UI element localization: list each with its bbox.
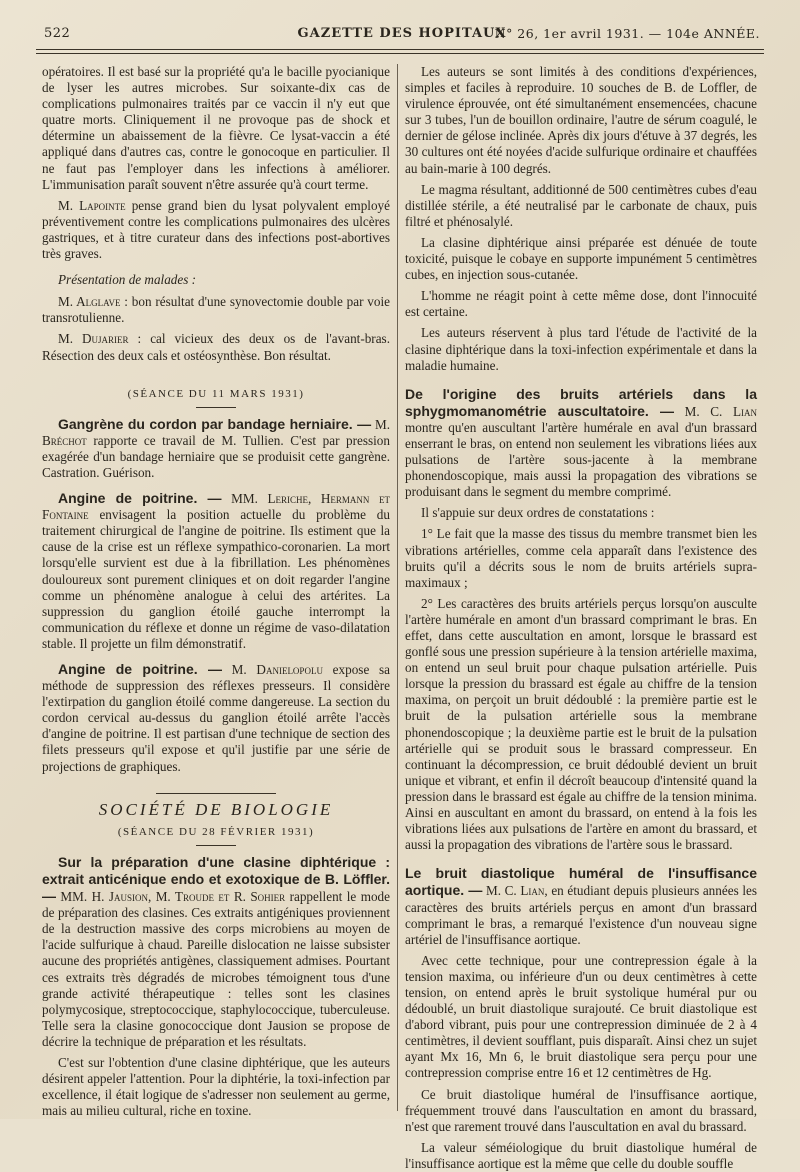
paragraph: La valeur séméiologique du bruit diastolique huméral de l'insuffisance aortique est la même que celle du double souffle [405, 1139, 757, 1171]
author-name: M. Danielopolu [221, 662, 323, 677]
left-column [42, 64, 391, 1119]
article-heading: Sur la préparation d'une clasine diphtérique : extrait anticénique endo et exotoxique de B. Löffler. — [42, 853, 390, 905]
paragraph: Le magma résultant, additionné de 500 centimètres cubes d'eau distillée stérile, a été neutralisé par le carbonate de chaux, puis filtré et phénosalylé. [405, 181, 757, 229]
page-header [44, 22, 760, 46]
session-date: (SÉANCE DU 11 MARS 1931) [127, 387, 305, 400]
author-name: MM. Leriche, Hermann et Fontaine [42, 491, 391, 523]
article-heading: Gangrène du cordon par bandage herniaire. — [58, 415, 372, 432]
separator [196, 407, 236, 408]
author-name: M. Bréchot [42, 416, 390, 448]
paragraph: La clasine diphtérique ainsi préparée est dénuée de toute toxicité, puisque le cobaye en supporte impunément 5 centimètres cubes, en injection sous-cutanée. [405, 234, 757, 283]
paragraph: Avec cette technique, pour une contrepression égale à la tension maxima, ou inférieure d'un ou deux centimètres à cette tension, on entend après le bruit systolique huméral pur ou dédoublé, un bruit diastolique surajouté. Ce bruit diastolique est d'abord vibrant, puis pour une contrepression diminuée de 2 à 4 centimètres, il devient soufflant, puis disparaît. Ainsi chez un sujet ayant Mx 16, Mn 6, le bruit diastolique sera perçu pour une contrepression comprise entre 16 et 12 centimètres de Hg. [405, 952, 757, 1081]
article: Le bruit diastolique huméral de l'insuffisance aortique. — M. C. Lian, en étudiant depuis plusieurs années les caractères des bruits artériels perçus en amont d'un brassard comprimant le bras, a remarqué l'existence d'un nouveau signe artériel de l'insuffisance aortique. [405, 865, 757, 947]
article: De l'origine des bruits artériels dans la sphygmomanométrie auscultatoire. — M. C. Lian montre qu'en auscultant l'artère humérale en aval d'un brassard enserrant le bras, on entend non seulement les vibrations liées aux pulsations de l'artère sous-jacente à la membrane phonendoscopique, mais aussi la propagation des vibrations se produisant dans le segment du membre comprimé. [405, 385, 757, 500]
section-label: Présentation de malades : [58, 272, 197, 288]
author-name: M. C. Lian [674, 403, 757, 419]
article: Angine de poitrine. — MM. Leriche, Hermann et Fontaine envisagent la position actuelle du problème du traitement chirurgical de l'angine de poitrine. Ils estiment que la cause de la crise est un réflexe sympathico-coronarien. La mort lorsqu'elle survient est due à la fibrillation. Les phénomènes douloureux sont purement cliniques et on doit regarder l'angine comme un phénomène analogue à celui des artérites. La suppression du ganglion étoilé gauche interrompt la communication du réflexe et donne un régime de vaso-dilatation stable. Il projette un film démonstratif. [42, 490, 391, 651]
article: Gangrène du cordon par bandage herniaire. — M. Bréchot rapporte ce travail de M. Tullien. C'est par pression exagérée d'un bandage herniaire que se produisit cette gangrène. Castration. Guérison. [42, 415, 390, 480]
paragraph: 2° Les caractères des bruits artériels perçus lorsqu'on ausculte l'artère humérale en amont d'un brassard comprimant le bras. En effet, dans cette auscultation en amont, lorsque le brassard est gonflé sous une pression supérieure à la tension artérielle maxima, on entend un seul bruit pour chaque pulsation artérielle. Puis lorsque la pression du brassard est égale au chiffre de la tension maxima, on perçoit un bruit dédoublé : la première partie est le bruit de la pulsation artérielle sous la membrane phonendoscopique ; la deuxième partie est le bruit de la pulsation artérielle qui se produit sous le brassard compresseur. En continuant la décompression, ce bruit dédoublé devient un bruit unique et vibrant, et enfin il décroît beaucoup d'intensité quand la pression dans le brassard est égale au chiffre de la tension minima. Ainsi en auscultant en amont du brassard, on entend à la fois les vibrations liées aux pulsations de l'artère en amont du brassard, et aussi la propagation des vibrations de l'artère sous le brassard. [405, 595, 757, 853]
paragraph: M. Lapointe pense grand bien du lysat polyvalent employé préventivement contre les complications pulmonaires des ulcères gastriques, et à titre curateur dans des infections post-abortives très graves. [42, 197, 390, 262]
header-rule [36, 49, 764, 50]
author-name: M. Alglave [58, 294, 121, 310]
session-date: (SÉANCE DU 28 FÉVRIER 1931) [117, 825, 315, 838]
paragraph: L'homme ne réagit point à cette même dose, dont l'innocuité est certaine. [405, 288, 757, 320]
article: Sur la préparation d'une clasine diphtérique : extrait anticénique endo et exotoxique de B. Löffler. — MM. H. Jausion, M. Troude et R. Sohier rappellent le mode de préparation des clasines. Ces extraits antigéniques proviennent de la destruction massive des corps microbiens au moyen de l'acide sulfurique à chaud. Pareille dislocation ne laisse subsister aucune des propriétés antigènes, classiquement admises. Pourtant ces extraits très dégradés de microbes témoignent tous d'une grande activité thérapeutique : telles sont les clasines polymycosique, streptococcique, staphylococcique, tuberculeuse. Telle sera la clasine gonococcique dont Jausion se propose de décrire la technique de préparation et les résultats. [42, 853, 390, 1049]
section-rule [156, 793, 276, 794]
paragraph: opératoires. Il est basé sur la propriété qu'a le bacille pyocianique de lyser les autres microbes. Sur soixante-dix cas de complications pulmonaires traités par ce vaccin il n'y eut que quatre morts. Cliniquement il ne provoque pas de shock et détermine un abaissement de la fièvre. Ce lysat-vaccin a été appliqué dans d'autres cas, contre le gonocoque en particulier. Il ne faut pas l'employer dans les infections à améliorer. L'immunisation paraît souvent n'être assurée qu'à court terme. [42, 64, 390, 192]
paragraph: Il s'appuie sur deux ordres de constatations : [421, 505, 655, 521]
article-heading: De l'origine des bruits artériels dans la sphygmomanométrie auscultatoire. — [405, 385, 757, 419]
article-heading: Angine de poitrine. — [58, 661, 222, 677]
issue-info: N° 26, 1er avril 1931. — 104e ANNÉE. [494, 26, 760, 41]
paragraph: M. Dujarier : cal vicieux des deux os de l'avant-bras. Résection des deux cals et ostéosynthèse. Bon résultat. [42, 331, 390, 363]
paragraph: 1° Le fait que la masse des tissus du membre transmet bien les vibrations artérielles, comme cela apparaît dans l'existence des bruits qu'il a décrits sous le nom de bruits artériels supra-maximaux ; [405, 526, 757, 590]
right-column [405, 64, 757, 1171]
society-heading: SOCIÉTÉ DE BIOLOGIE [98, 799, 334, 819]
author-name: M. Lapointe [58, 197, 126, 213]
paragraph: C'est sur l'obtention d'une clasine diphtérique, que les auteurs désirent appeler l'attention. Pour la diphtérie, la toxi-infection par excellence, il était logique de s'adresser non seulement au germe, mais au milieu cultural, riche en toxine. [42, 1054, 390, 1119]
author-name: M. C. Lian [482, 883, 545, 899]
article: Angine de poitrine. — M. Danielopolu expose sa méthode de suppression des réflexes presseurs. Il considère l'extirpation du ganglion étoilé comme dangereuse. La section du cordon cervical au-dessus du ganglion étoilé arrête l'accès d'angine de poitrine. Il est partisan d'une technique de section des filets presseurs qu'il expose et qu'il justifie par une série de projections de graphiques. [42, 661, 391, 774]
author-name: MM. H. Jausion, M. Troude et R. Sohier [56, 889, 286, 905]
page-number: 522 [44, 26, 71, 41]
paragraph: Les auteurs réservent à plus tard l'étude de l'activité de la clasine diphtérique dans la toxi-infection expérimentale et dans la maladie humaine. [405, 325, 757, 373]
paragraph: Les auteurs se sont limités à des conditions d'expériences, simples et faciles à reproduire. 10 souches de B. de Loffler, de virulence éprouvée, ont été simultanément ensemencées, chacune sur 3 tubes, l'un de bouillon ordinaire, l'autre de sérum coagulé, le dernier de gélose inclinée. Après dix jours d'étuve à 37 degrés, les 30 cultures ont été noyées d'acide sulfurique ordinaire et chauffées au bain-marie à 100 degrés. [405, 64, 757, 176]
header-rule-thin [36, 53, 764, 54]
separator [196, 845, 236, 846]
article-heading: Le bruit diastolique huméral de l'insuffisance aortique. — [405, 865, 757, 899]
column-divider [397, 64, 398, 1111]
article-heading: Angine de poitrine. — [58, 490, 222, 507]
author-name: M. Dujarier [58, 331, 129, 347]
journal-title: GAZETTE DES HOPITAUX [297, 26, 507, 41]
paragraph: M. Alglave : bon résultat d'une synovectomie double par voie transrotulienne. [42, 294, 391, 326]
paragraph: Ce bruit diastolique huméral de l'insuffisance aortique, fréquemment trouvé dans l'auscultation en amont du brassard, n'est que rarement trouvé dans l'auscultation en aval du brassard. [405, 1086, 757, 1134]
